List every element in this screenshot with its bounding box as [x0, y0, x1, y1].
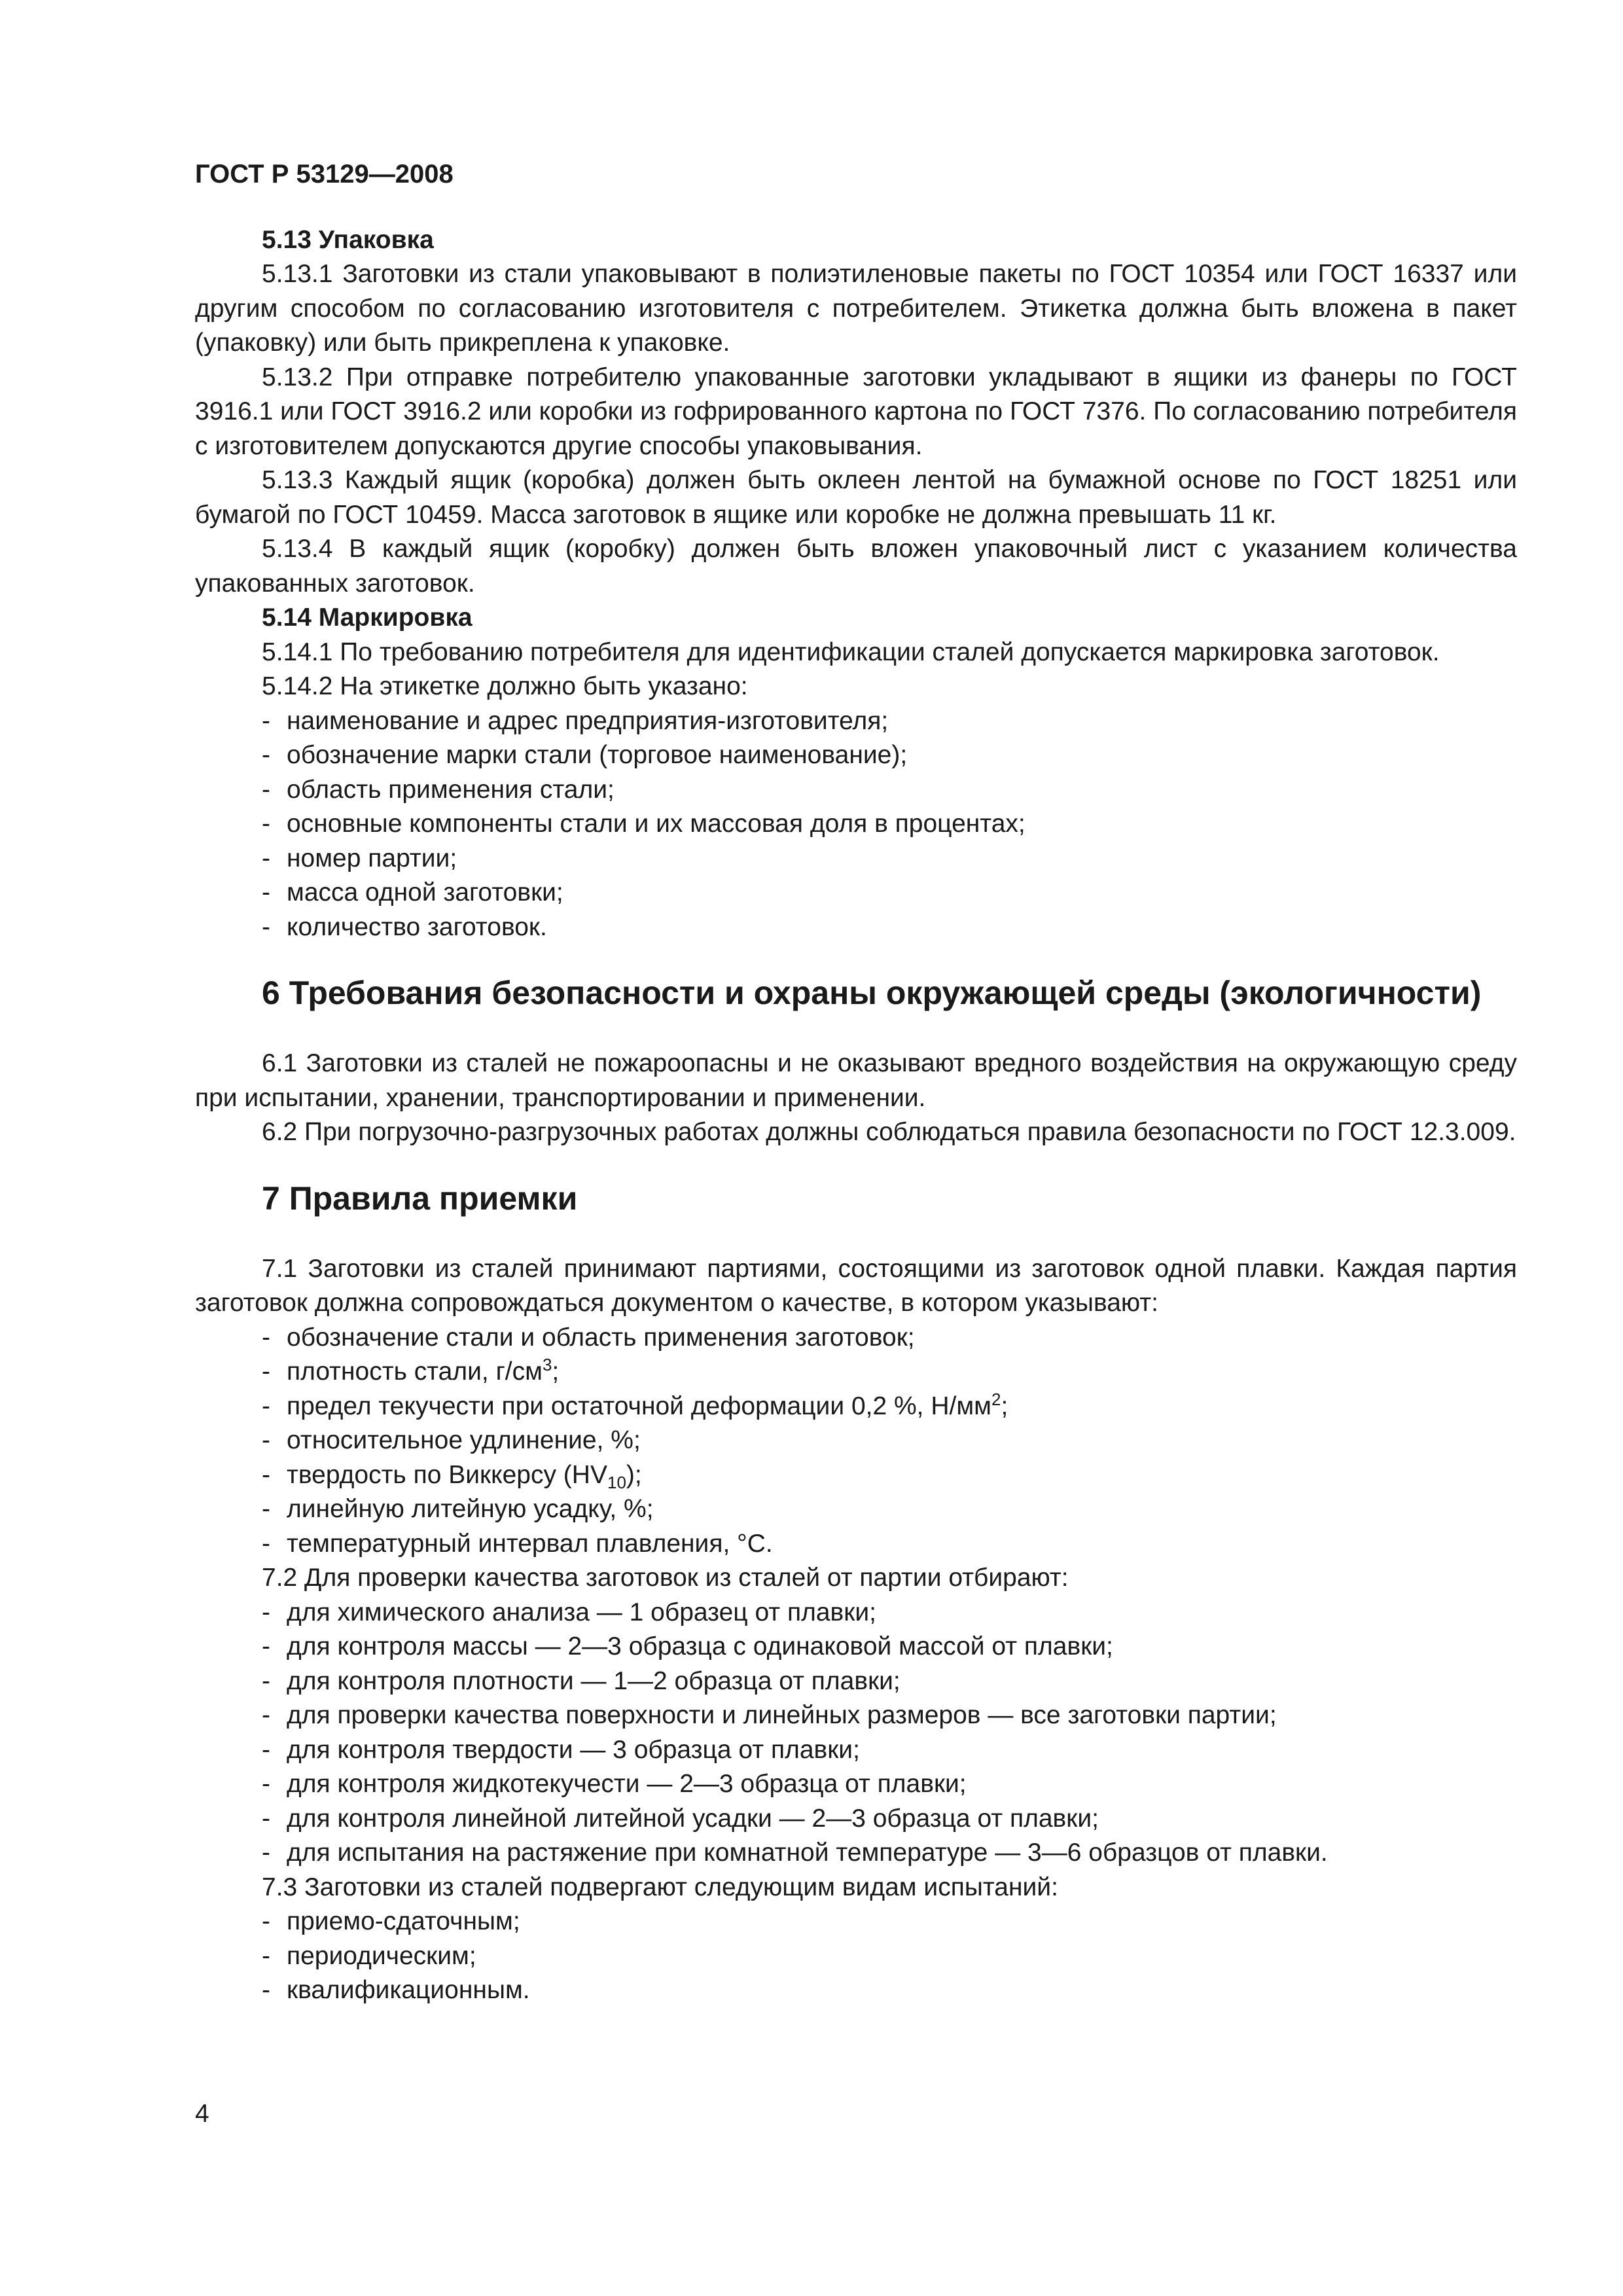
list-item: - предел текучести при остаточной деформации 0,2 %, $Н/мм^2$;	[262, 1389, 1008, 1420]
list-item: - основные компоненты стали и их массовая доля в процентах;	[262, 810, 1026, 838]
list-item: - для испытания на растяжение при комнатной температуре — 3—6 образцов от плавки.	[262, 1839, 1328, 1867]
list-item: - для контроля жидкотекучести — 2—3 образца от плавки;	[262, 1770, 967, 1798]
list-item: - наименование и адрес предприятия-изготовителя;	[262, 706, 889, 735]
paragraph-5-14-1: 5.14.1 По требованию потребителя для идентификации сталей допускается маркировка заготовок.	[262, 637, 1440, 666]
list-item: - для контроля твердости — 3 образца от плавки;	[262, 1735, 860, 1764]
paragraph-7-2: 7.2 Для проверки качества заготовок из сталей от партии отбирают:	[262, 1564, 1069, 1592]
list-item: - масса одной заготовки;	[262, 878, 563, 906]
paragraph-7-3-list	[195, 1871, 1517, 1905]
section-6-heading: 6 Требования безопасности и охраны окружающей среды (экологичности)	[262, 975, 1482, 1011]
list-item: - плотность стали, $г/см^3$;	[262, 1355, 560, 1386]
list-item: - температурный интервал плавления, °С.	[262, 1529, 773, 1558]
section-5-13-heading: 5.13 Упаковка	[262, 225, 434, 254]
list-item: - обозначение стали и область применения заготовок;	[262, 1323, 915, 1352]
sampling-list	[195, 1596, 1517, 1871]
list-item: - для химического анализа — 1 образец от плавки;	[262, 1598, 876, 1626]
list-item: - квалификационным.	[262, 1976, 530, 2004]
list-item: - номер партии;	[262, 844, 457, 872]
section-7-heading: 7 Правила приемки	[262, 1179, 578, 1217]
list-item: - твердость по Виккерсу $(HV_{10})$;	[262, 1460, 642, 1492]
document-id: ГОСТ Р 53129—2008	[195, 160, 454, 188]
list-item: - для контроля массы — 2—3 образца с одинаковой массой от плавки;	[262, 1632, 1113, 1660]
list-item: - количество заготовок.	[262, 912, 547, 941]
paragraph-7-2-list	[195, 1561, 1517, 1596]
paragraph-7-1: 7.1 Заготовки из сталей принимают партиями, состоящими из заготовок одной плавки. Каждая партия заготовок должна сопровождаться документом о качестве, в котором указывают:	[195, 1254, 1517, 1317]
list-item: - для контроля плотности — 1—2 образца от плавки;	[262, 1666, 901, 1695]
list-item: - область применения стали;	[262, 775, 615, 804]
paragraph-5-13-3: 5.13.3 Каждый ящик (коробка) должен быть оклеен лентой на бумажной основе по ГОСТ 18251 или бумагой по ГОСТ 10459. Масса заготовок в ящике или коробке не должна превышать 11 кг.	[195, 466, 1517, 529]
list-item: - для контроля линейной литейной усадки — 2—3 образца от плавки;	[262, 1804, 1099, 1833]
list-item: - приемо-сдаточным;	[262, 1907, 520, 1935]
test-types-list	[195, 1905, 1517, 2008]
page-number: 4	[195, 2100, 209, 2128]
list-item: - линейную литейную усадку, %;	[262, 1495, 654, 1523]
paragraph-5-13-4: 5.13.4 В каждый ящик (коробку) должен быть вложен упаковочный лист с указанием количества упакованных заготовок.	[195, 535, 1517, 598]
paragraph-7-3: 7.3 Заготовки из сталей подвергают следующим видам испытаний:	[262, 1873, 1058, 1901]
list-item: - обозначение марки стали (торговое наименование);	[262, 741, 908, 769]
paragraph-5-13-2: 5.13.2 При отправке потребителю упакованные заготовки укладывают в ящики из фанеры по ГОСТ 3916.1 или ГОСТ 3916.2 или коробки из гофрированного картона по ГОСТ 7376. По согласованию потребителя с изготовителем допускаются другие способы упаковывания.	[195, 363, 1517, 460]
paragraph-6-2: 6.2 При погрузочно-разгрузочных работах должны соблюдаться правила безопасности по ГОСТ 12.3.009.	[262, 1118, 1516, 1146]
quality-document-list	[195, 1321, 1517, 1562]
section-5-14-heading: 5.14 Маркировка	[262, 603, 473, 632]
paragraph-5-13-1: 5.13.1 Заготовки из стали упаковывают в полиэтиленовые пакеты по ГОСТ 10354 или ГОСТ 16337 или другим способом по согласованию изготовителя с потребителем. Этикетка должна быть вложена в пакет (упаковку) или быть прикреплена к упаковке.	[195, 260, 1517, 357]
list-item: - периодическим;	[262, 1941, 476, 1970]
label-content-list	[195, 704, 1517, 945]
paragraph-6-1: 6.1 Заготовки из сталей не пожароопасны и не оказывают вредного воздействия на окружающую среду при испытании, хранении, транспортировании и применении.	[195, 1049, 1517, 1112]
paragraph-5-14-2: 5.14.2 На этикетке должно быть указано:	[262, 672, 748, 700]
document-page	[195, 157, 1517, 2008]
list-item: - относительное удлинение, %;	[262, 1426, 641, 1454]
list-item: - для проверки качества поверхности и линейных размеров — все заготовки партии;	[262, 1701, 1277, 1729]
